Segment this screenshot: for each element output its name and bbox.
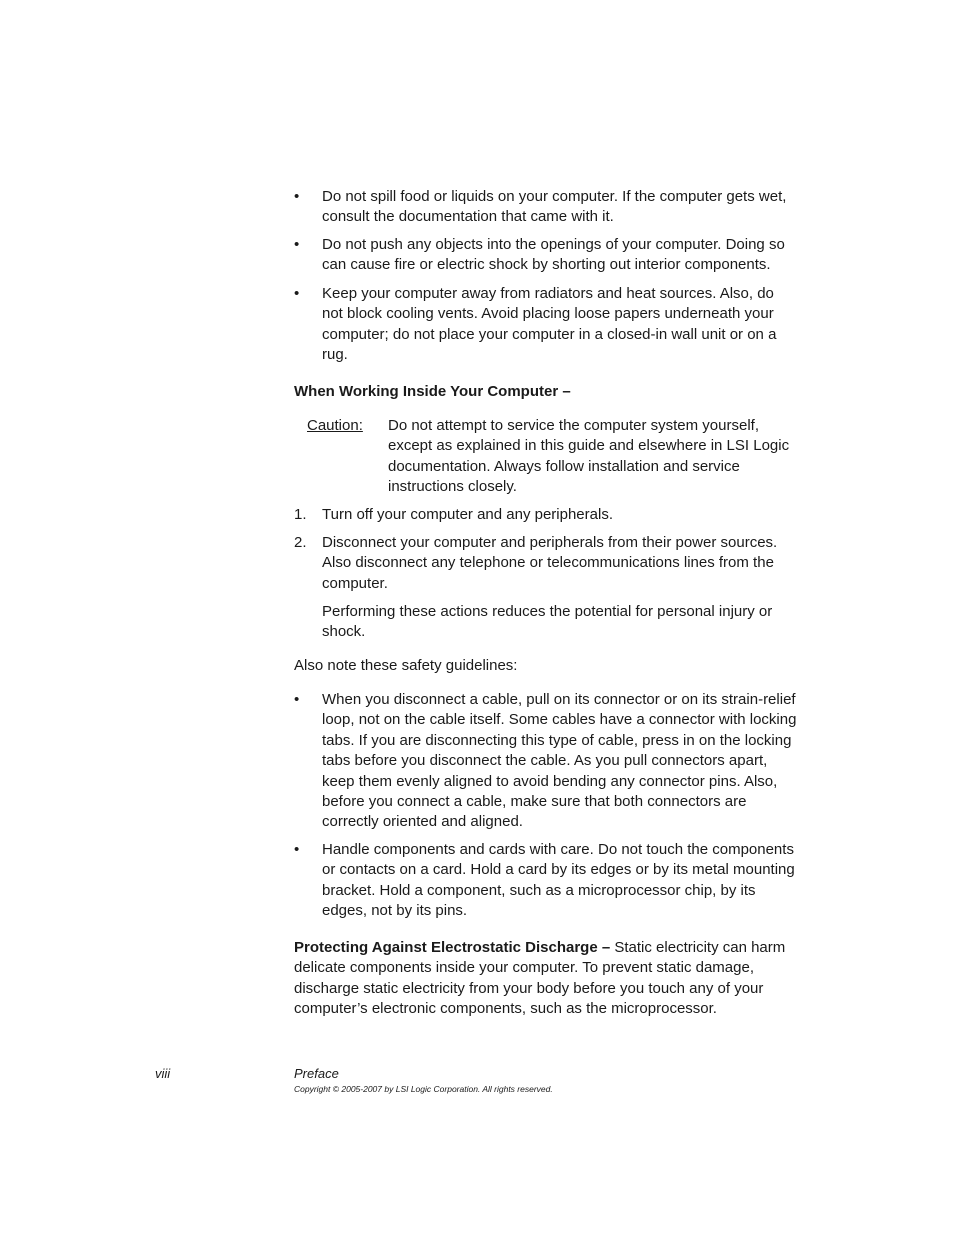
bullet-marker: •: [294, 236, 300, 253]
bullet-marker: •: [294, 691, 300, 708]
step-item: [294, 505, 798, 525]
list-item-text: Handle components and cards with care. Do not touch the components or contacts on a card. Hold a card by its edges or by its metal mounting bracket. Hold a component, such as a microprocessor chip, by its edges, not by its pins.: [322, 841, 795, 920]
list-item-text: Keep your computer away from radiators and heat sources. Also, do not block cooling vents. Avoid placing loose papers underneath your computer; do not place your computer in a closed-in wall unit or on a rug.: [322, 285, 777, 364]
section-heading: When Working Inside Your Computer –: [294, 383, 571, 400]
bullet-marker: •: [294, 285, 300, 302]
list-item-text: When you disconnect a cable, pull on its connector or on its strain-relief loop, not on the cable itself. Some cables have a connector with locking tabs. If you are disconnecting this type of cable, press in on the locking tabs before you disconnect the cable. As you pull connectors apart, keep them evenly aligned to avoid bending any connector pins. Also, before you connect a cable, make sure that both connectors are correctly oriented and aligned.: [322, 691, 797, 831]
esd-heading: Protecting Against Electrostatic Discharge –: [294, 939, 611, 956]
page-number: viii: [155, 1066, 171, 1081]
caution-text: Do not attempt to service the computer system yourself, except as explained in this guide and elsewhere in LSI Logic documentation. Always follow installation and service instructions closely.: [388, 417, 790, 496]
list-item-text: Do not spill food or liquids on your computer. If the computer gets wet, consult the documentation that came with it.: [322, 188, 787, 226]
esd-paragraph: [294, 938, 798, 1020]
list-item: [294, 187, 798, 228]
step-note: Performing these actions reduces the potential for personal injury or shock.: [322, 603, 773, 641]
list-item: [294, 235, 798, 276]
bullet-marker: •: [294, 188, 300, 205]
footer-section: Preface: [294, 1066, 339, 1081]
list-item-text: Do not push any objects into the openings of your computer. Doing so can cause fire or electric shock by shorting out interior components.: [322, 236, 785, 274]
footer-copyright: Copyright © 2005-2007 by LSI Logic Corporation. All rights reserved.: [294, 1084, 553, 1094]
list-item: [294, 690, 798, 833]
step-text: Turn off your computer and any peripherals.: [322, 506, 613, 523]
list-item: [294, 840, 798, 922]
caution-label: Caution:: [307, 417, 363, 434]
bullet-marker: •: [294, 841, 300, 858]
step-number: 1.: [294, 506, 307, 523]
esd-text: Static electricity can harm delicate components inside your computer. To prevent static damage, discharge static electricity from your body before you touch any of your computer’s electronic components, such as the microprocessor.: [294, 939, 786, 1018]
step-number: 2.: [294, 534, 307, 551]
step-text: Disconnect your computer and peripherals from their power sources. Also disconnect any telephone or telecommunications lines from the computer.: [322, 534, 778, 592]
list-item: [294, 284, 798, 366]
also-note: Also note these safety guidelines:: [294, 657, 518, 674]
step-item: [294, 533, 798, 594]
